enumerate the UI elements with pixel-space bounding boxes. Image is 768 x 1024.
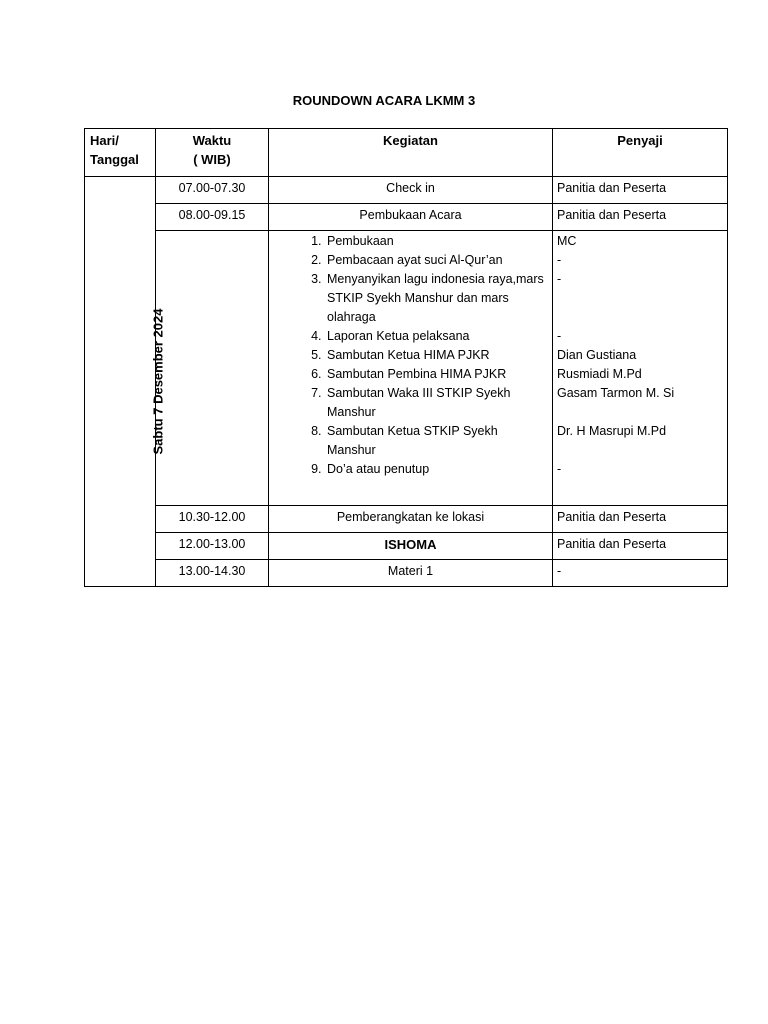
penyaji-cell: Panitia dan Peserta xyxy=(553,533,728,560)
presenter-line: Dr. H Masrupi M.Pd xyxy=(557,424,667,438)
header-row xyxy=(85,129,728,177)
day-cell xyxy=(85,177,166,587)
agenda-list xyxy=(273,232,548,479)
presenter-line: Dian Gustiana xyxy=(557,348,637,362)
header-tanggal: Tanggal xyxy=(90,152,139,167)
presenter-line xyxy=(557,403,723,422)
document-title: ROUNDOWN ACARA LKMM 3 xyxy=(292,93,476,108)
waktu-cell: 08.00-09.15 xyxy=(156,204,269,231)
presenter-line xyxy=(557,441,723,460)
penyaji-cell: Panitia dan Peserta xyxy=(553,204,728,231)
presenter-line xyxy=(557,308,723,327)
waktu-cell: 10.30-12.00 xyxy=(156,506,269,533)
list-item: 8. Sambutan Ketua STKIP Syekh Manshur xyxy=(325,422,548,460)
waktu-cell-empty xyxy=(156,231,269,506)
presenter-line xyxy=(557,289,723,308)
list-item: 1. Pembukaan xyxy=(325,232,548,251)
waktu-cell: 13.00-14.30 xyxy=(156,560,269,587)
rundown-table xyxy=(84,128,728,587)
header-kegiatan: Kegiatan xyxy=(269,129,553,177)
presenter-line: - xyxy=(557,253,562,267)
table-row xyxy=(85,177,728,204)
header-penyaji: Penyaji xyxy=(553,129,728,177)
table-row xyxy=(85,533,728,560)
presenter-line: - xyxy=(557,462,562,476)
header-waktu-label: Waktu xyxy=(192,133,232,148)
agenda-cell xyxy=(269,231,553,506)
list-item: 5. Sambutan Ketua HIMA PJKR xyxy=(325,346,548,365)
list-item: 4. Laporan Ketua pelaksana xyxy=(325,327,548,346)
list-item: 2. Pembacaan ayat suci Al-Qur’an xyxy=(325,251,548,270)
table-row xyxy=(85,560,728,587)
header-hari: Hari/ xyxy=(90,133,119,148)
penyaji-cell: - xyxy=(553,560,728,587)
penyaji-cell: Panitia dan Peserta xyxy=(553,506,728,533)
waktu-cell: 07.00-07.30 xyxy=(156,177,269,204)
table-row-agenda xyxy=(85,231,728,506)
list-item: 3. Menyanyikan lagu indonesia raya,mars STKIP Syekh Manshur dan mars olahraga xyxy=(325,270,548,327)
penyaji-cell: Panitia dan Peserta xyxy=(553,177,728,204)
table-row xyxy=(85,204,728,231)
kegiatan-cell: Check in xyxy=(269,177,553,204)
table-row xyxy=(85,506,728,533)
presenter-line: Gasam Tarmon M. Si xyxy=(557,386,675,400)
header-wib-label: ( WIB) xyxy=(193,152,231,167)
presenter-line: - xyxy=(557,272,562,286)
header-waktu xyxy=(156,129,269,177)
kegiatan-cell: Pembukaan Acara xyxy=(269,204,553,231)
presenters-cell xyxy=(553,231,728,506)
presenters-list xyxy=(557,232,723,479)
kegiatan-cell: Pemberangkatan ke lokasi xyxy=(269,506,553,533)
header-hari-tanggal xyxy=(85,129,156,177)
day-label: Sabtu 7 Desember 2024 xyxy=(150,308,166,455)
kegiatan-cell: ISHOMA xyxy=(269,533,553,560)
kegiatan-cell: Materi 1 xyxy=(269,560,553,587)
list-item: 9. Do’a atau penutup xyxy=(325,460,548,479)
waktu-cell: 12.00-13.00 xyxy=(156,533,269,560)
presenter-line: Rusmiadi M.Pd xyxy=(557,367,642,381)
presenter-line: - xyxy=(557,329,562,343)
list-item: 7. Sambutan Waka III STKIP Syekh Manshur xyxy=(325,384,548,422)
presenter-line: MC xyxy=(557,234,577,248)
list-item: 6. Sambutan Pembina HIMA PJKR xyxy=(325,365,548,384)
